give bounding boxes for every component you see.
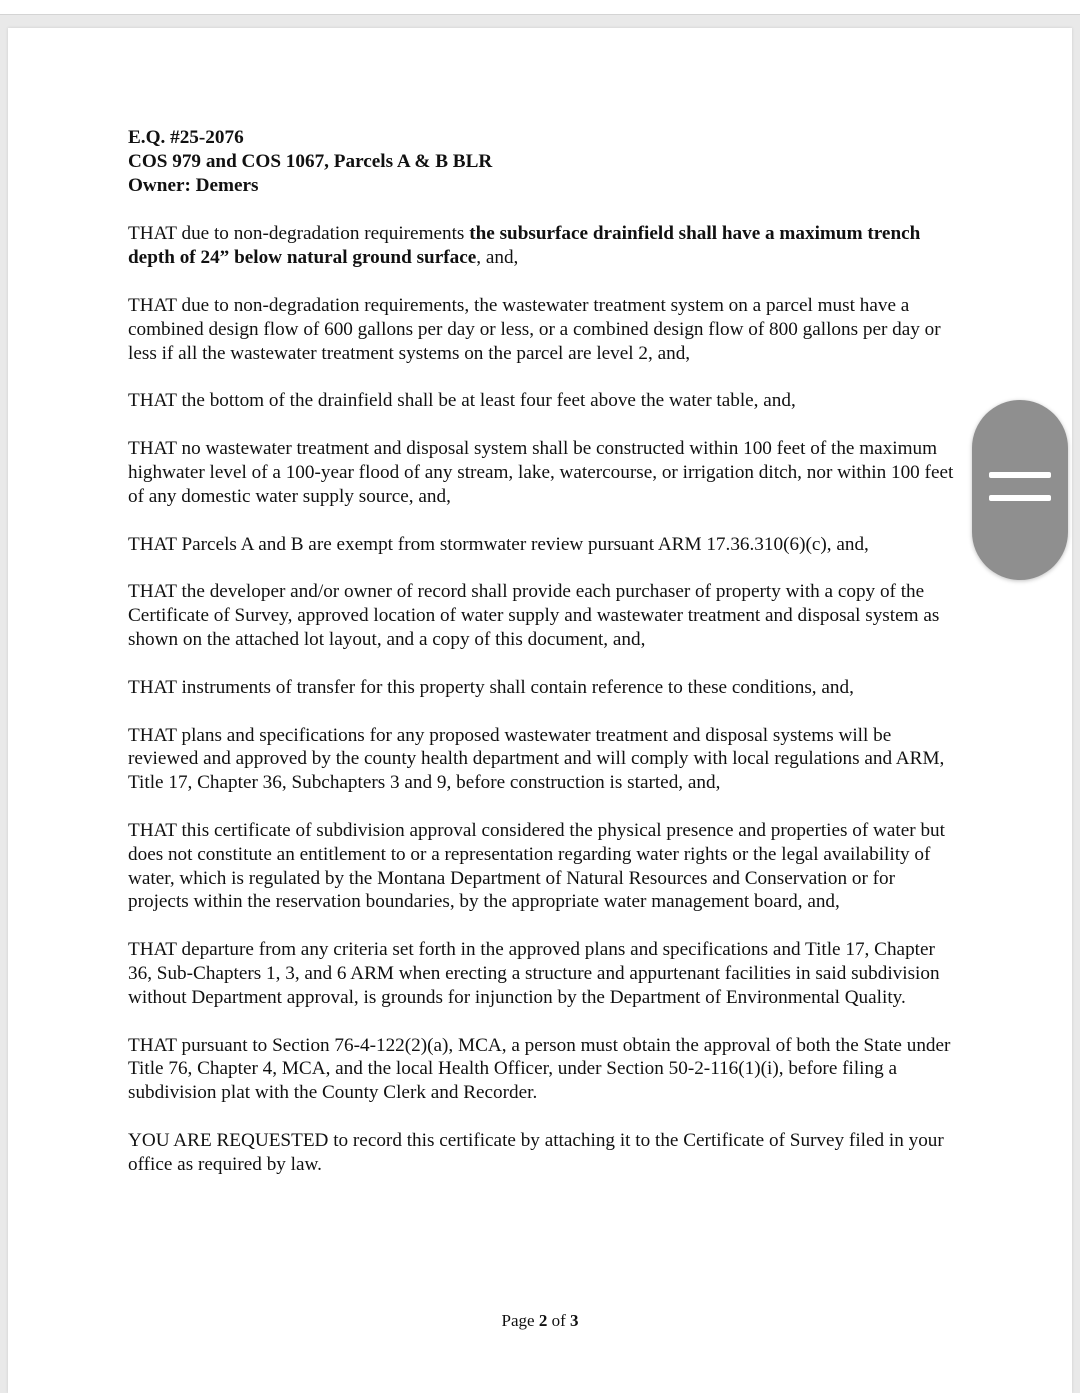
condition-paragraph: THAT Parcels A and B are exempt from stormwater review pursuant ARM 17.36.310(6)(c), and, xyxy=(128,533,869,555)
drag-handle-icon xyxy=(989,495,1051,501)
paragraph-intro: THAT due to non-degradation requirements xyxy=(128,223,470,245)
of-word: of xyxy=(551,1311,566,1330)
top-bar xyxy=(0,0,1080,15)
condition-paragraph: THAT the developer and/or owner of record shall provide each purchaser of property with a copy of the Certificate of Survey, approved location of water supply and wastewater treatment and disposal system as shown on the attached lot layout, and a copy of this document, and, xyxy=(128,581,940,650)
paragraph-emphasis: the subsurface drainfield shall have a maximum trench depth of 24” below natural ground surface xyxy=(128,223,921,269)
current-page: 2 xyxy=(538,1311,548,1330)
condition-paragraph: THAT pursuant to Section 76-4-122(2)(a), MCA, a person must obtain the approval of both the State under Title 76, Chapter 4, MCA, and the local Health Officer, under Section 50-2-116(1)(i), before filing a subdivision plat with the County Clerk and Recorder. xyxy=(128,1034,951,1104)
condition-paragraph: THAT no wastewater treatment and disposal system shall be constructed within 100 feet of the maximum highwater level of a 100-year flood of any stream, lake, watercourse, or irrigation ditch, nor within 100 feet of any domestic water supply source, and, xyxy=(128,438,954,507)
condition-paragraph: THAT departure from any criteria set forth in the approved plans and specifications and Title 17, Chapter 36, Sub-Chapters 1, 3, and 6 ARM when erecting a structure and appurtenant facilities in said subdivision without Department approval, is grounds for injunction by the Department of Environmental Quality. xyxy=(128,939,940,1008)
document-page xyxy=(8,28,1072,1393)
parcel-info: COS 979 and COS 1067, Parcels A & B BLR xyxy=(128,150,493,172)
condition-paragraph: THAT the bottom of the drainfield shall be at least four feet above the water table, and, xyxy=(128,390,796,412)
page-word: Page xyxy=(501,1311,535,1330)
owner-info: Owner: Demers xyxy=(128,174,259,196)
condition-paragraph: THAT instruments of transfer for this property shall contain reference to these conditions, and, xyxy=(128,676,854,698)
closing-paragraph: YOU ARE REQUESTED to record this certificate by attaching it to the Certificate of Survey filed in your office as required by law. xyxy=(128,1129,944,1175)
scroll-drag-handle[interactable] xyxy=(972,400,1068,580)
condition-paragraph: THAT due to non-degradation requirements, the wastewater treatment system on a parcel must have a combined design flow of 600 gallons per day or less, or a combined design flow of 800 gallons per day or less if all the wastewater treatment systems on the parcel are level 2, and, xyxy=(128,294,941,364)
document-content xyxy=(128,126,958,1201)
total-pages: 3 xyxy=(569,1311,579,1330)
drag-handle-icon xyxy=(989,472,1051,478)
condition-paragraph xyxy=(128,222,958,270)
condition-paragraph: THAT plans and specifications for any proposed wastewater treatment and disposal systems will be reviewed and approved by the county health department and will comply with local regulations and ARM, Title 17, Chapter 36, Subchapters 3 and 9, before construction is started, and, xyxy=(128,724,945,794)
eq-number: E.Q. #25-2076 xyxy=(128,127,244,148)
condition-paragraph: THAT this certificate of subdivision approval considered the physical presence and properties of water but does not constitute an entitlement to or a representation regarding water rights or the legal availability of water, which is regulated by the Montana Department of Natural Resources and Conservation or for projects within the reservation boundaries, by the appropriate water management board, and, xyxy=(128,819,945,913)
document-header xyxy=(128,126,958,197)
page-number-footer xyxy=(8,1311,1072,1331)
paragraph-ending: , and, xyxy=(476,247,519,269)
